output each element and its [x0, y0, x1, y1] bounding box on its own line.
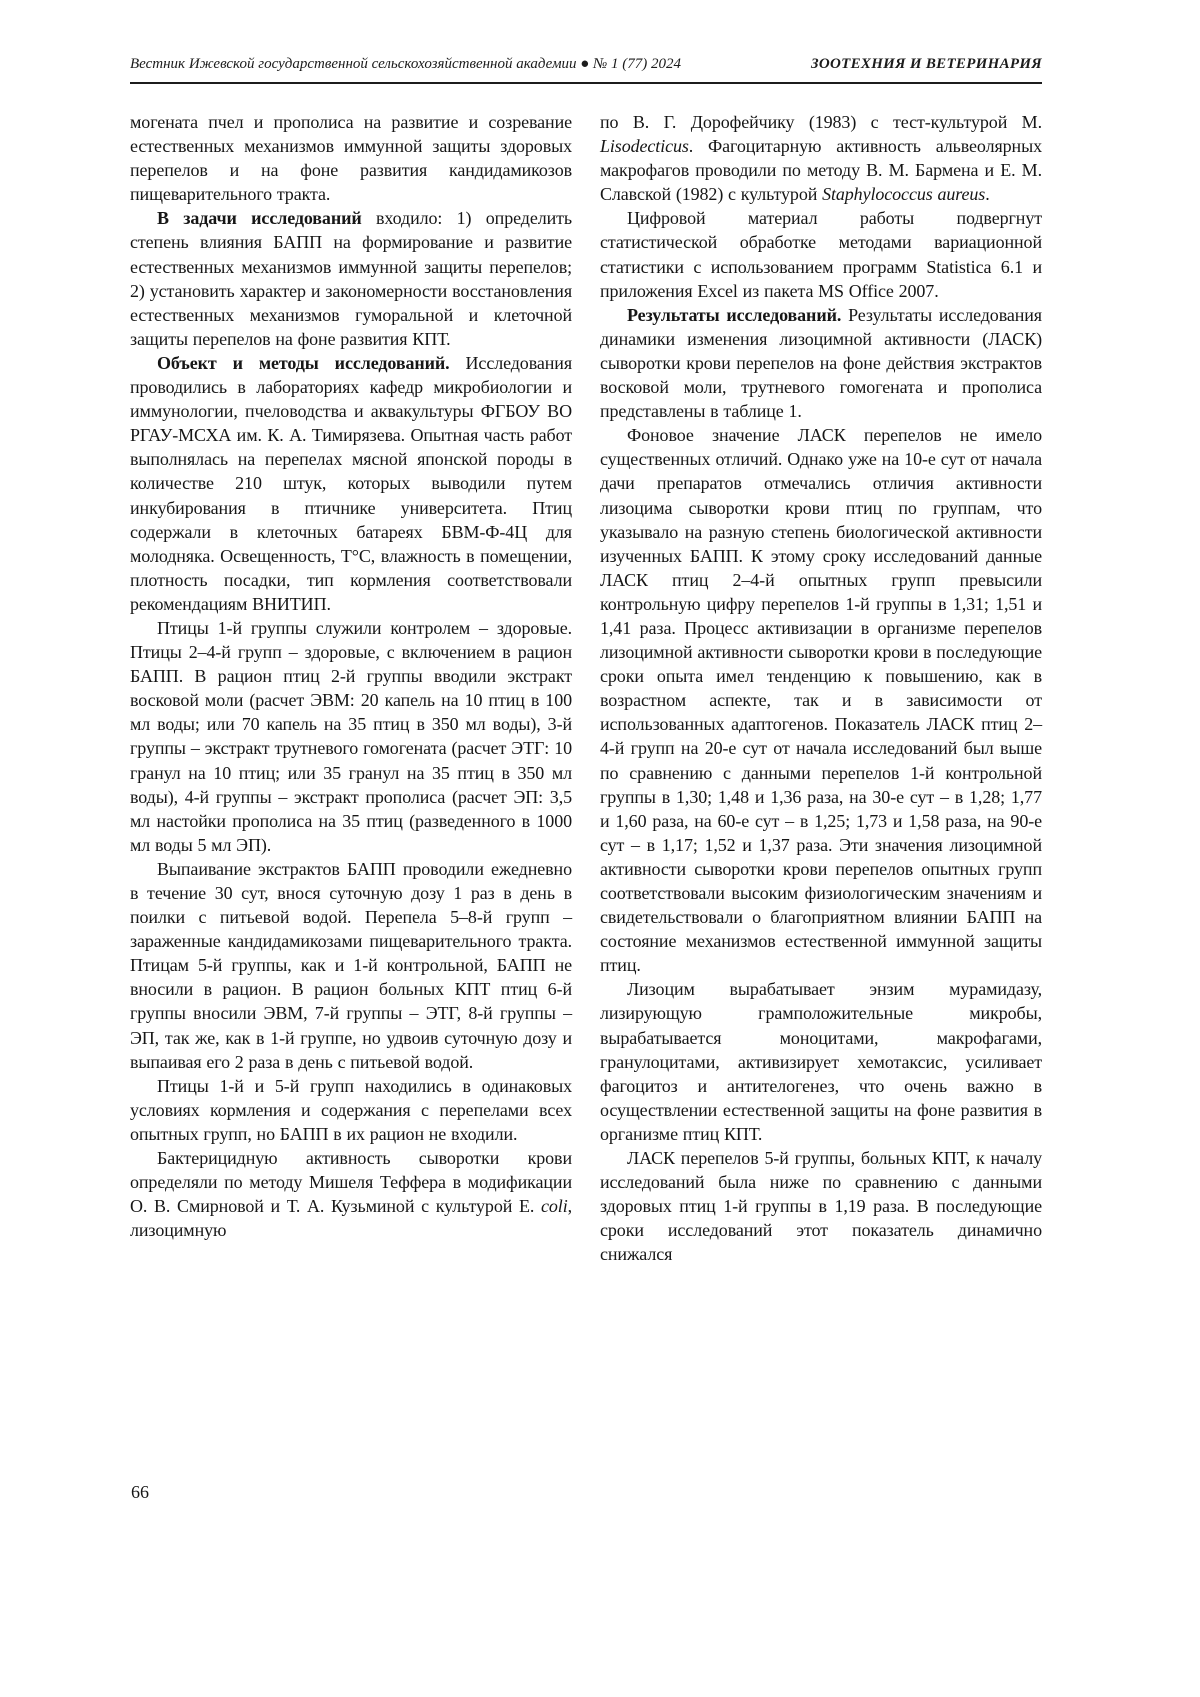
journal-title: Вестник Ижевской государственной сельскохозяйственной академии ● № 1 (77) 2024 [130, 56, 681, 72]
paragraph [130, 616, 572, 857]
text-segment: Лизоцим вырабатывает энзим мурамидазу, лизирующую грамположительные микробы, вырабатывается моноцитами, макрофагами, гранулоцитами, активизирует хемотаксис, усиливает фагоцитоз и антителогенез, что очень важно в осуществлении естественной защиты на фоне развития в организме птиц КПТ. [600, 979, 1042, 1144]
paragraph [600, 1146, 1042, 1266]
column-right [600, 110, 1042, 1267]
text-segment: Бактерицидную активность сыворотки крови определяли по методу Мишеля Теффера в модификации О. В. Смирновой и Т. А. Кузьминой с культурой E. [130, 1148, 572, 1217]
column-left [130, 110, 572, 1267]
italic-text-segment: Lisodecticus [600, 136, 689, 157]
paragraph [130, 857, 572, 1074]
text-segment: . Фагоцитарную активность альвеолярных макрофагов проводили по методу В. М. Бармена и Е. М. Славской (1982) с культурой [600, 136, 1042, 205]
paragraph [130, 110, 572, 206]
bold-text-segment: В задачи исследований [157, 208, 362, 229]
text-segment: Фоновое значение ЛАСК перепелов не имело существенных отличий. Однако уже на 10-е сут от начала дачи препаратов отмечались отличия активности лизоцима сыворотки крови птиц по группам, что указывало на разную степень биологической активности изученных БАПП. К этому сроку исследований данные ЛАСК птиц 2–4-й опытных групп превысили контрольную цифру перепелов 1-й группы в 1,31; 1,51 и 1,41 раза. Процесс активизации в организме перепелов лизоцимной активности сыворотки крови в последующие сроки опыта имел тенденцию к повышению, как в возрастном аспекте, так и в зависимости от использованных адаптогенов. Показатель ЛАСК птиц 2–4-й групп на 20-е сут от начала исследований был выше по сравнению с данными перепелов 1-й контрольной группы в 1,30; 1,48 и 1,36 раза, на 30-е сут – в 1,28; 1,77 и 1,60 раза, на 60-е сут – в 1,25; 1,73 и 1,58 раза, на 90-е сут – в 1,17; 1,52 и 1,37 раза. Эти значения лизоцимной активности сыворотки крови перепелов опытных групп соответствовали высоким физиологическим значениям и свидетельствовали о благоприятном влиянии БАПП на состояние механизмов естественной иммунной защиты птиц. [600, 425, 1042, 976]
paragraph [600, 206, 1042, 302]
paragraph [600, 423, 1042, 977]
text-segment: Выпаивание экстрактов БАПП проводили ежедневно в течение 30 сут, внося суточную дозу 1 раз в день в поилки с питьевой водой. Перепела 5–8-й групп – зараженные кандидамикозами пищеварительного тракта. Птицам 5-й группы, как и 1-й контрольной, БАПП не вносили в рацион. В рацион больных КПТ птиц 6-й группы вносили ЭВМ, 7-й группы – ЭТГ, 8-й группы – ЭП, так же, как в 1-й группе, но удвоив суточную дозу и выпаивая его 2 раза в день с питьевой водой. [130, 858, 572, 1072]
running-head [130, 56, 1042, 84]
paragraph [130, 1074, 572, 1146]
text-segment: Птицы 1-й группы служили контролем – здоровые. Птицы 2–4-й групп – здоровые, с включением в рацион БАПП. В рацион птиц 2-й группы вводили экстракт восковой моли (расчет ЭВМ: 20 капель на 10 птиц в 100 мл воды; или 70 капель на 35 птиц в 350 мл воды), 3-й группы – экстракт трутневого гомогената (расчет ЭТГ: 10 гранул на 10 птиц; или 35 гранул на 35 птиц в 350 мл воды), 4-й группы – экстракт прополиса (расчет ЭП: 3,5 мл настойки прополиса на 35 птиц (разведенного в 1000 мл воды 5 мл ЭП). [130, 617, 572, 855]
page-number: 66 [131, 1482, 149, 1502]
text-segment: могената пчел и прополиса на развитие и созревание естественных механизмов иммунной защиты здоровых перепелов и на фоне развития кандидамикозов пищеварительного тракта. [130, 112, 572, 205]
bold-text-segment: Результаты исследований. [627, 304, 842, 325]
article-body [130, 110, 1042, 1267]
text-segment: Цифровой материал работы подвергнут статистической обработке методами вариационной статистики с использованием программ Statistica 6.1 и приложения Excel из пакета MS Office 2007. [600, 208, 1042, 301]
bold-text-segment: Объект и методы исследований. [157, 352, 450, 373]
paragraph [600, 303, 1042, 423]
text-segment: . [985, 184, 990, 205]
section-title: ЗООТЕХНИЯ И ВЕТЕРИНАРИЯ [810, 56, 1042, 72]
text-segment: Результаты исследования динамики изменения лизоцимной активности (ЛАСК) сыворотки крови перепелов на фоне действия экстрактов восковой моли, трутневого гомогената и прополиса представлены в таблице 1. [600, 304, 1042, 422]
paragraph [600, 977, 1042, 1146]
paragraph [130, 351, 572, 616]
text-segment: входило: 1) определить степень влияния БАПП на формирование и развитие естественных механизмов иммунной защиты перепелов; 2) установить характер и закономерности восстановления естественных механизмов гуморальной и клеточной защиты перепелов на фоне развития КПТ. [130, 208, 573, 349]
text-segment: Исследования проводились в лабораториях кафедр микробиологии и иммунологии, пчеловодства и аквакультуры ФГБОУ ВО РГАУ-МСХА им. К. А. Тимирязева. Опытная часть работ выполнялась на перепелах мясной японской породы в количестве 210 штук, которых выводили путем инкубирования в птичнике университета. Птиц содержали в клеточных батареях БВМ-Ф-4Ц для молодняка. Освещенность, Т°С, влажность в помещении, плотность посадки, тип кормления соответствовали рекомендациям ВНИТИП. [130, 352, 572, 614]
italic-text-segment: Staphylococcus aureus [822, 184, 986, 205]
text-segment: ЛАСК перепелов 5-й группы, больных КПТ, к началу исследований была ниже по сравнению с данными здоровых птиц 1-й группы в 1,19 раза. В последующие сроки исследований этот показатель динамично снижался [600, 1148, 1042, 1265]
text-segment: по В. Г. Дорофейчику (1983) с тест-культурой M. [600, 112, 1042, 132]
text-segment: , лизоцимную [130, 1196, 572, 1241]
paragraph [130, 1146, 572, 1242]
paragraph [600, 110, 1042, 206]
italic-text-segment: coli [541, 1196, 568, 1217]
paragraph [130, 206, 572, 351]
text-segment: Птицы 1-й и 5-й групп находились в одинаковых условиях кормления и содержания с перепелами всех опытных групп, но БАПП в их рацион не входили. [130, 1075, 572, 1144]
